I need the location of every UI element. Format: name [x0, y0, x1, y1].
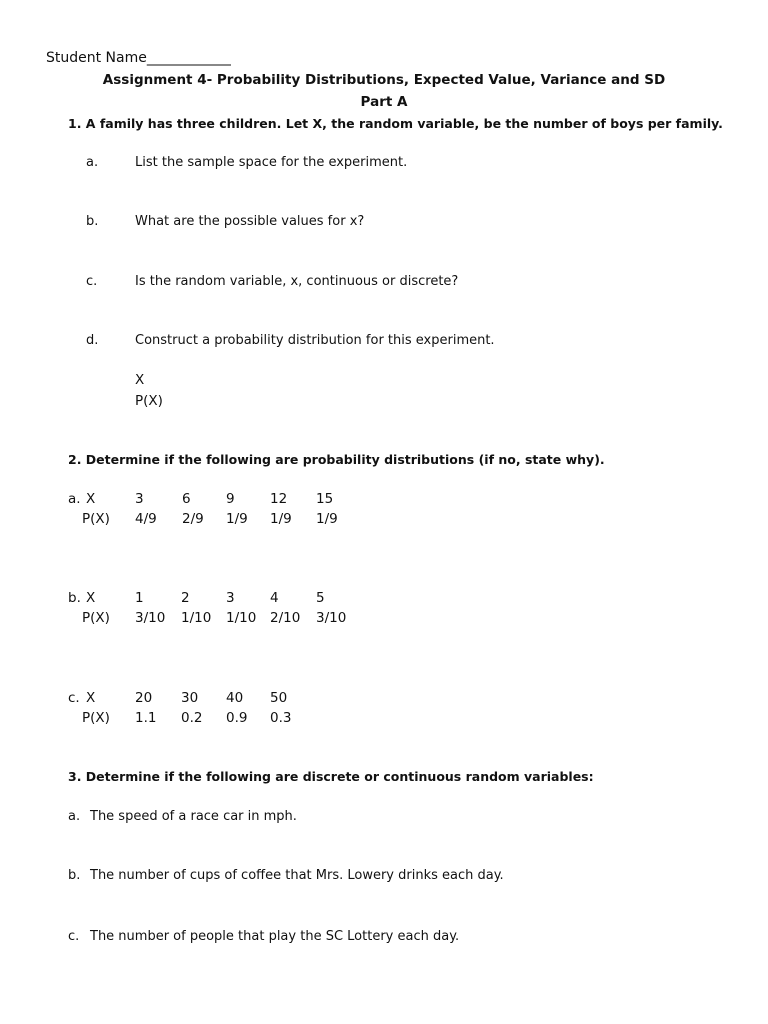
q2b-letter: b.: [68, 590, 81, 606]
q3-item-c-text: The number of people that play the SC Lottery each day.: [90, 929, 460, 944]
q2b-p-value: 3/10: [316, 610, 347, 626]
q2b-x-value: 2: [181, 590, 190, 606]
q1-item-b-text: What are the possible values for x?: [135, 214, 365, 229]
q2a-p-value: 1/9: [226, 511, 248, 527]
q2b-p-value: 1/10: [181, 610, 212, 626]
q2b-x-value: 5: [316, 590, 325, 606]
q2c-p-value: 0.9: [226, 710, 248, 726]
q2a-p-label: P(X): [82, 511, 110, 527]
student-name-line: Student Name____________: [46, 50, 231, 66]
q1-item-a-text: List the sample space for the experiment.: [135, 155, 408, 170]
question-2-prompt: 2. Determine if the following are probability distributions (if no, state why).: [68, 452, 605, 467]
part-heading: Part A: [360, 94, 408, 110]
q1-item-d-letter: d.: [86, 333, 99, 348]
q3-item-b-letter: b.: [68, 868, 81, 883]
q2a-p-value: 4/9: [135, 511, 157, 527]
q2b-x-label: X: [86, 590, 96, 606]
q1-item-c-letter: c.: [86, 274, 98, 289]
q1-item-a-letter: a.: [86, 155, 99, 170]
q2b-p-label: P(X): [82, 610, 110, 626]
q2c-x-value: 30: [181, 690, 199, 706]
q3-item-a-letter: a.: [68, 809, 81, 824]
q2c-p-value: 1.1: [135, 710, 157, 726]
q3-item-a-text: The speed of a race car in mph.: [90, 809, 297, 824]
question-3-prompt: 3. Determine if the following are discrete or continuous random variables:: [68, 769, 594, 784]
q2b-p-value: 2/10: [270, 610, 301, 626]
q2a-x-value: 15: [316, 491, 334, 507]
q1-table-px-label: P(X): [135, 393, 163, 409]
assignment-title: Assignment 4- Probability Distributions, Expected Value, Variance and SD: [102, 72, 666, 88]
q2a-p-value: 1/9: [316, 511, 338, 527]
q3-item-c-letter: c.: [68, 929, 80, 944]
q2a-letter: a.: [68, 491, 81, 507]
q2a-x-value: 12: [270, 491, 288, 507]
q2b-x-value: 1: [135, 590, 144, 606]
q2c-letter: c.: [68, 690, 80, 706]
q2a-p-value: 1/9: [270, 511, 292, 527]
q2b-p-value: 1/10: [226, 610, 257, 626]
q2a-x-value: 9: [226, 491, 235, 507]
q2c-x-value: 40: [226, 690, 244, 706]
q3-item-b-text: The number of cups of coffee that Mrs. Lowery drinks each day.: [90, 868, 504, 883]
q2c-p-label: P(X): [82, 710, 110, 726]
q2c-x-value: 50: [270, 690, 288, 706]
q2a-x-value: 3: [135, 491, 144, 507]
q2b-x-value: 4: [270, 590, 279, 606]
q1-item-d-text: Construct a probability distribution for this experiment.: [135, 333, 495, 348]
q2b-p-value: 3/10: [135, 610, 166, 626]
q2c-x-label: X: [86, 690, 96, 706]
q2c-x-value: 20: [135, 690, 153, 706]
q2c-p-value: 0.2: [181, 710, 203, 726]
q1-item-b-letter: b.: [86, 214, 99, 229]
q2a-p-value: 2/9: [182, 511, 204, 527]
q2a-x-label: X: [86, 491, 96, 507]
q2b-x-value: 3: [226, 590, 235, 606]
q1-item-c-text: Is the random variable, x, continuous or discrete?: [135, 274, 459, 289]
q2a-x-value: 6: [182, 491, 191, 507]
question-1-prompt: 1. A family has three children. Let X, the random variable, be the number of boys per family.: [68, 116, 723, 131]
q2c-p-value: 0.3: [270, 710, 292, 726]
q1-table-x-label: X: [135, 372, 145, 388]
